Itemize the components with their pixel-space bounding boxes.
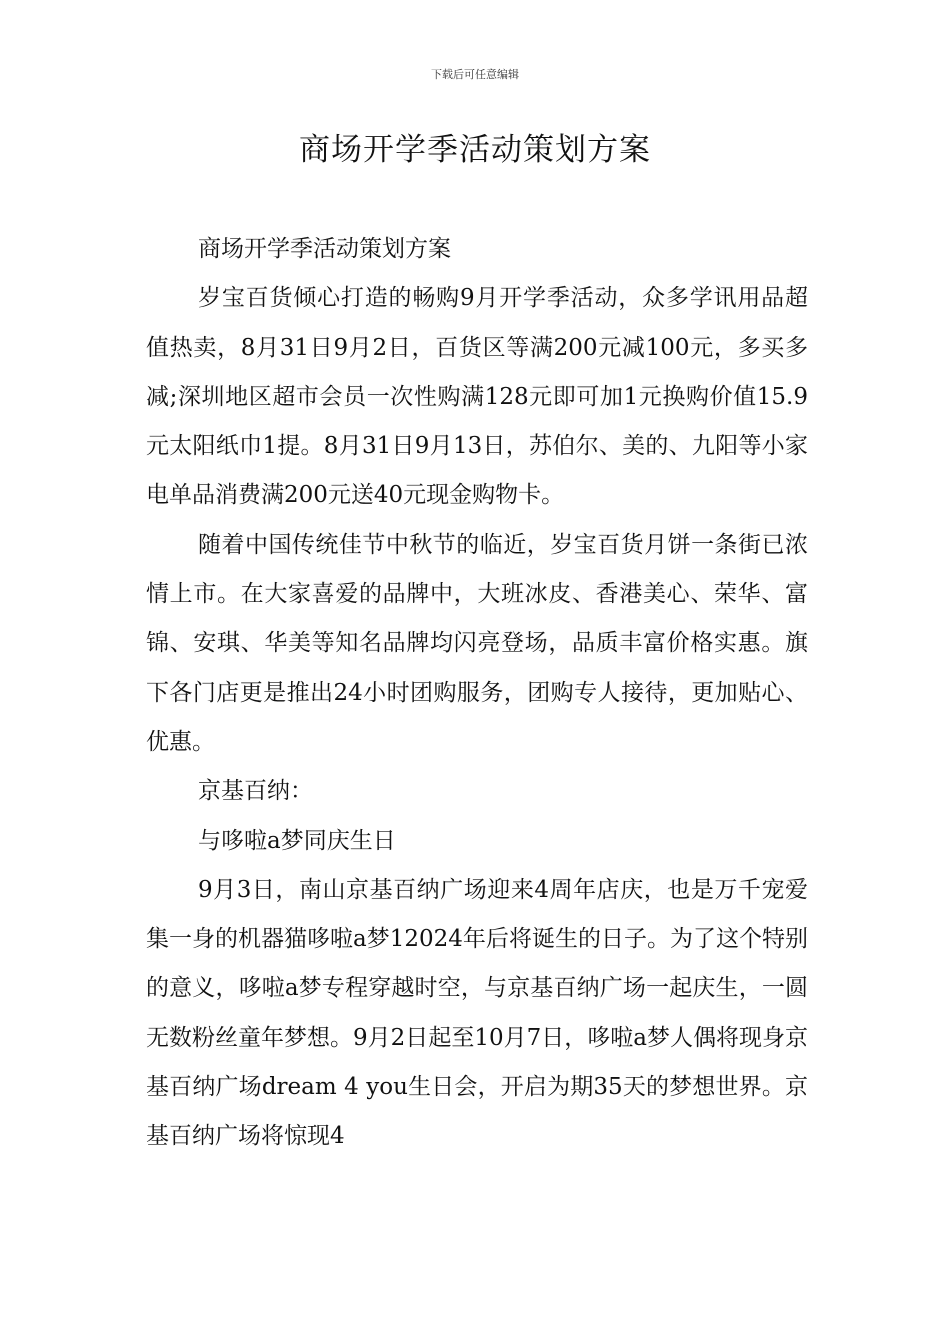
paragraph-kingkey-heading: 京基百纳：: [198, 778, 313, 805]
paragraph-subtitle: 商场开学季活动策划方案: [198, 236, 451, 262]
paragraph-doraemon-heading: 与哆啦a梦同庆生日: [198, 827, 396, 854]
paragraph-mooncake-street: 随着中国传统佳节中秋节的临近，岁宝百货月饼一条街已浓情上市。在大家喜爱的品牌中，大班冰皮、香港美心、荣华、富锦、安琪、华美等知名品牌均闪亮登场，品质丰富价格实惠。旗下各门店更是推出24小时团购服务，团购专人接待，更加贴心、优惠。: [146, 531, 808, 755]
document-title: 商场开学季活动策划方案: [299, 132, 651, 168]
paragraph-anniversary: 9月3日，南山京基百纳广场迎来4周年店庆，也是万千宠爱集一身的机器猫哆啦a梦12024年后将诞生的日子。为了这个特别的意义，哆啦a梦专程穿越时空，与京基百纳广场一起庆生，一圆无数粉丝童年梦想。9月2日起至10月7日，哆啦a梦人偶将现身京基百纳广场dream 4 you生日会，开启为期35天的梦想世界。京基百纳广场将惊现4: [146, 876, 808, 1150]
header-note: 下载后可任意编辑: [431, 68, 519, 81]
paragraph-suibao-school-season: 岁宝百货倾心打造的畅购9月开学季活动，众多学讯用品超值热卖，8月31日9月2日，百货区等满200元减100元，多买多减;深圳地区超市会员一次性购满128元即可加1元换购价值15.9元太阳纸巾1提。8月31日9月13日，苏伯尔、美的、九阳等小家电单品消费满200元送40元现金购物卡。: [146, 285, 808, 509]
document-body: [146, 225, 808, 1162]
